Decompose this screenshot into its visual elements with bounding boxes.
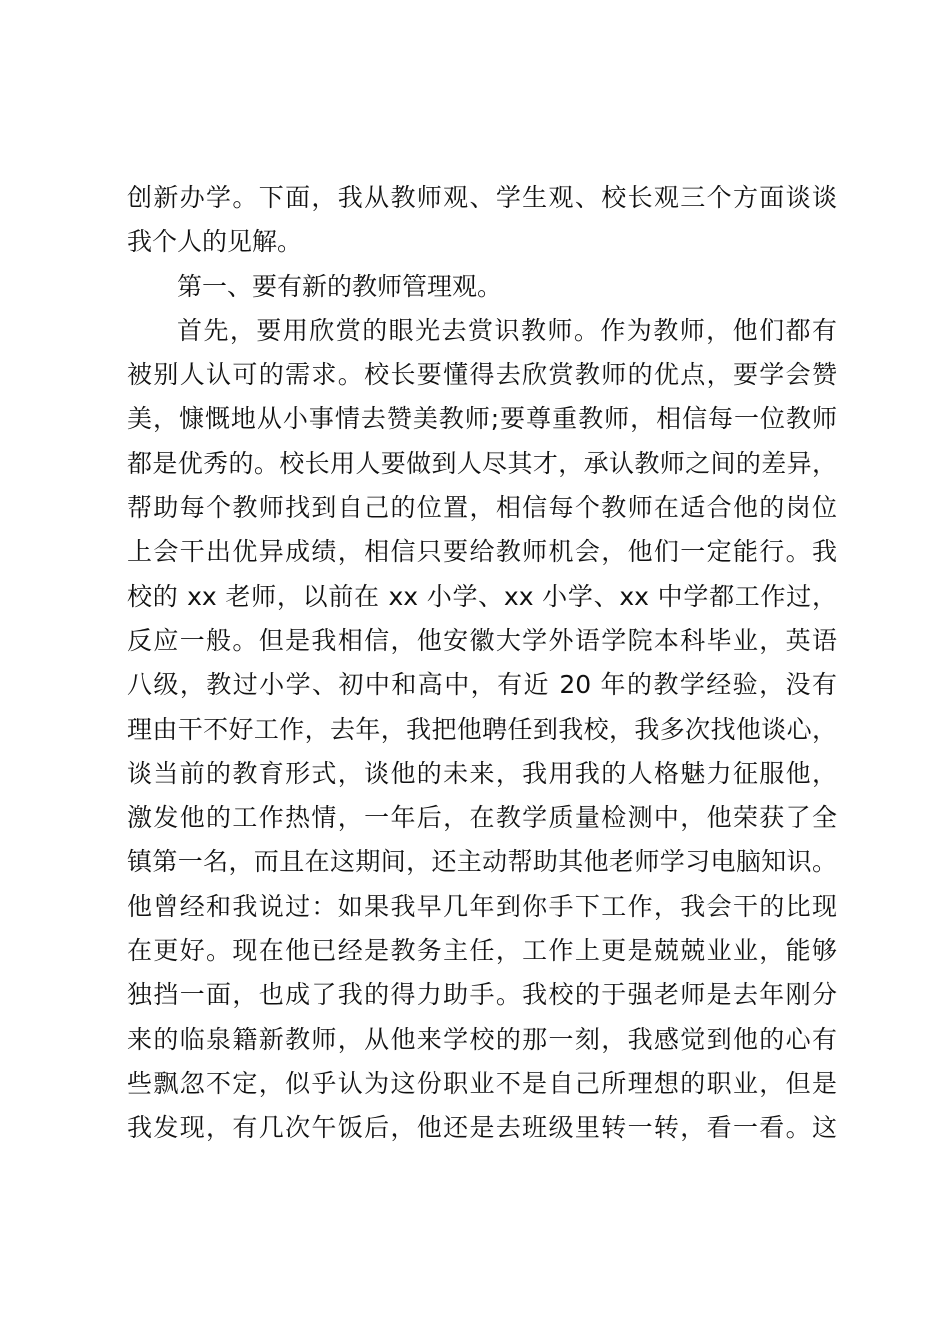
text-line: 理由干不好工作，去年，我把他聘任到我校，我多次找他谈心， (127, 714, 837, 744)
text-line: 我发现，有几次午饭后，他还是去班级里转一转，看一看。这 (127, 1113, 837, 1143)
body-text (127, 176, 837, 1151)
text-line: 独挡一面，也成了我的得力助手。我校的于强老师是去年刚分 (127, 980, 837, 1010)
text-line: 些飘忽不定，似乎认为这份职业不是自己所理想的职业，但是 (127, 1068, 837, 1098)
text-line: 美，慷慨地从小事情去赞美教师;要尊重教师，相信每一位教师 (127, 404, 837, 434)
text-line: 都是优秀的。校长用人要做到人尽其才，承认教师之间的差异， (127, 448, 837, 478)
text-line: 镇第一名，而且在这期间，还主动帮助其他老师学习电脑知识。 (127, 847, 837, 877)
section-heading: 第一、要有新的教师管理观。 (177, 271, 503, 301)
text-line: 我个人的见解。 (127, 227, 303, 257)
text-line: 上会干出优异成绩，相信只要给教师机会，他们一定能行。我 (127, 537, 837, 567)
text-line: 首先，要用欣赏的眼光去赏识教师。作为教师，他们都有 (177, 315, 837, 345)
text-line: 谈当前的教育形式，谈他的未来，我用我的人格魅力征服他， (127, 758, 837, 788)
text-line: 创新办学。下面，我从教师观、学生观、校长观三个方面谈谈 (127, 183, 837, 212)
text-line: 来的临泉籍新教师，从他来学校的那一刻，我感觉到他的心有 (127, 1024, 837, 1054)
text-line: 校的 xx 老师，以前在 xx 小学、xx 小学、xx 中学都工作过， (127, 581, 837, 611)
text-line: 帮助每个教师找到自己的位置，相信每个教师在适合他的岗位 (127, 493, 837, 523)
text-line: 在更好。现在他已经是教务主任，工作上更是兢兢业业，能够 (127, 936, 837, 966)
text-line: 反应一般。但是我相信，他安徽大学外语学院本科毕业，英语 (127, 625, 837, 655)
text-line: 激发他的工作热情，一年后，在教学质量检测中，他荣获了全 (127, 803, 837, 833)
text-line: 八级，教过小学、初中和高中，有近 20 年的教学经验，没有 (127, 670, 837, 700)
text-line: 被别人认可的需求。校长要懂得去欣赏教师的优点，要学会赞 (127, 360, 837, 390)
text-line: 他曾经和我说过：如果我早几年到你手下工作，我会干的比现 (127, 891, 837, 921)
